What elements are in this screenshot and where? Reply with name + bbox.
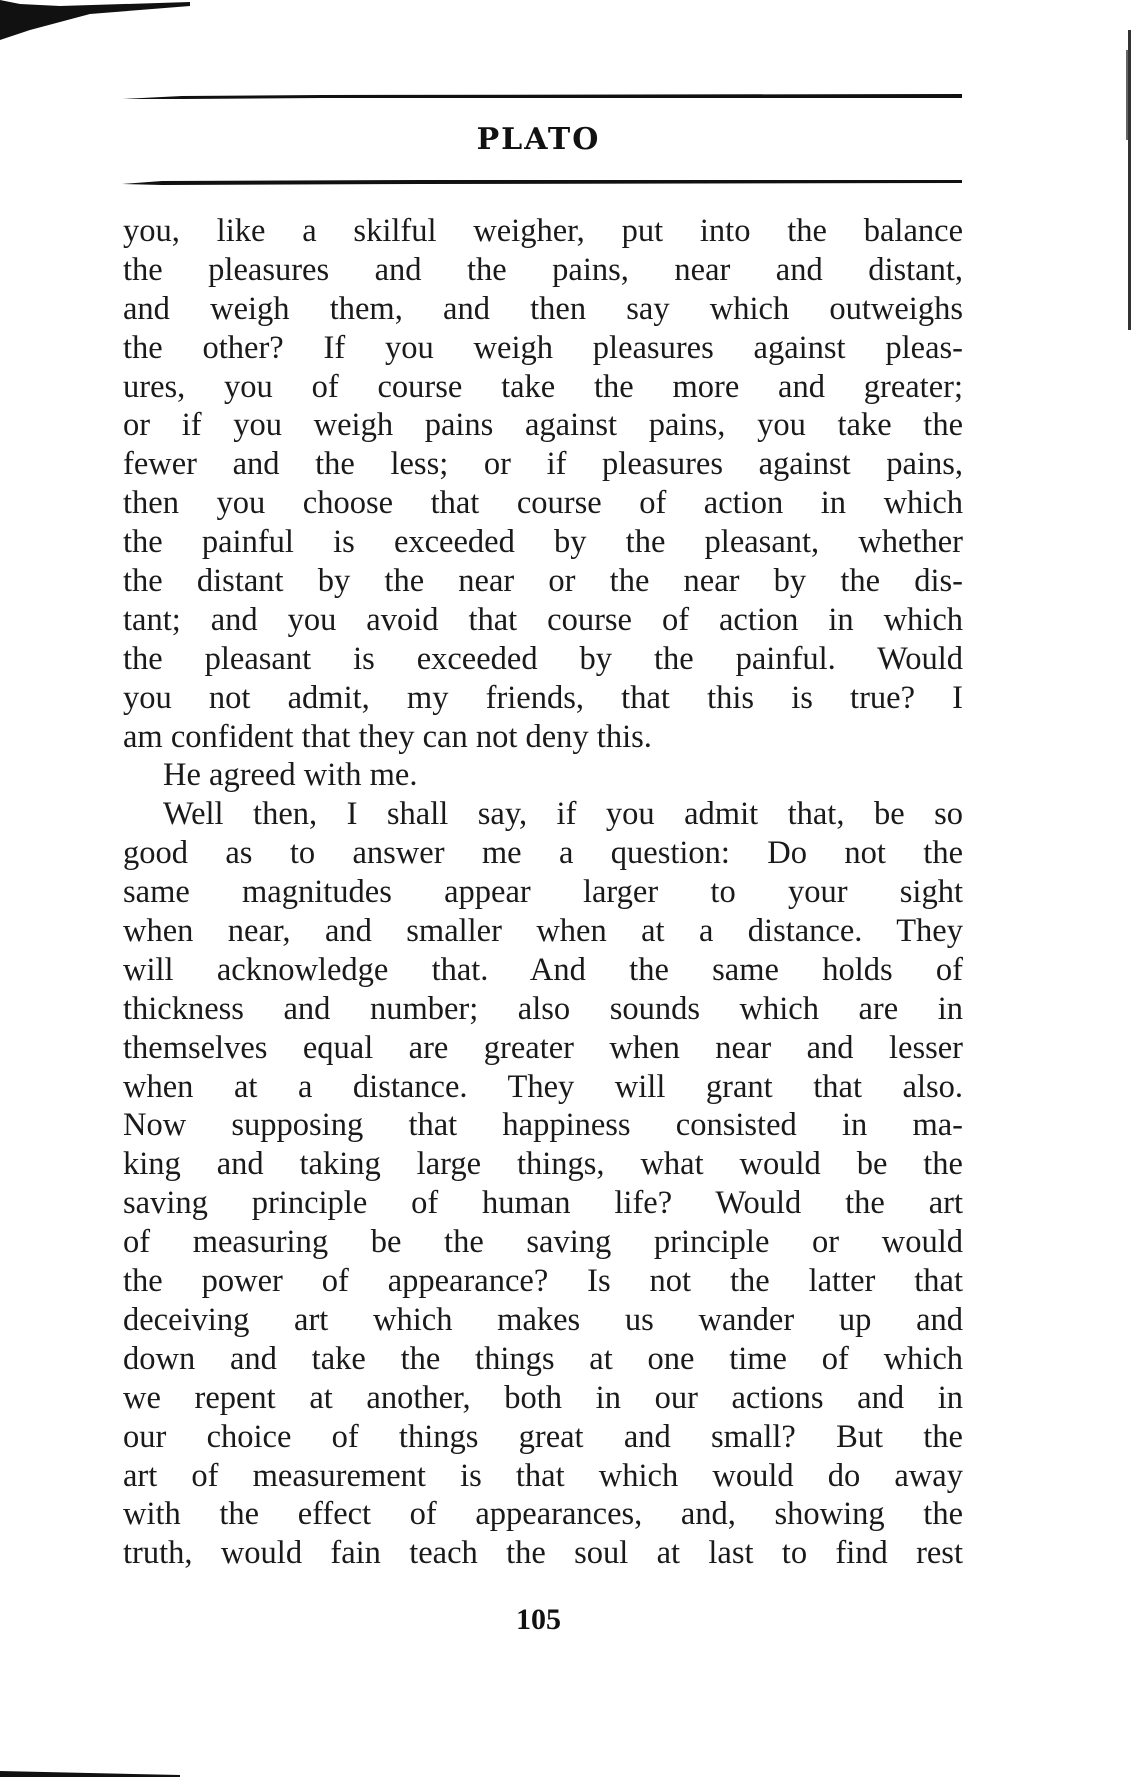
text-line: or if you weigh pains against pains, you take the <box>123 407 963 444</box>
bottom-left-printing-mark <box>0 1768 180 1780</box>
text-line: we repent at another, both in our actions and in <box>123 1379 963 1416</box>
text-line: same magnitudes appear larger to your sight <box>123 874 963 911</box>
text-line: king and taking large things, what would be the <box>123 1146 963 1183</box>
text-line: deceiving art which makes us wander up and <box>123 1301 963 1338</box>
text-line: fewer and the less; or if pleasures against pains, <box>123 446 963 483</box>
text-line: the other? If you weigh pleasures against pleas- <box>123 329 963 366</box>
text-line: and weigh them, and then say which outweighs <box>123 290 963 327</box>
top-left-printing-mark <box>0 0 190 44</box>
text-line: truth, would fain teach the soul at last to find rest <box>123 1535 963 1572</box>
text-line: the pleasant is exceeded by the painful. Would <box>123 640 963 677</box>
text-line: the pleasures and the pains, near and distant, <box>123 251 963 288</box>
running-head: PLATO <box>476 122 601 157</box>
text-line: you, like a skilful weigher, put into the balance <box>123 213 963 249</box>
text-line: down and take the things at one time of which <box>123 1340 963 1377</box>
text-line: Well then, I shall say, if you admit that, be so <box>163 796 963 833</box>
text-line: our choice of things great and small? But the <box>123 1418 963 1455</box>
text-line: art of measurement is that which would do away <box>123 1457 963 1494</box>
text-line: tant; and you avoid that course of action in which <box>123 601 963 638</box>
header-bottom-rule <box>122 178 962 186</box>
text-line: He agreed with me. <box>163 757 418 794</box>
text-line: when at a distance. They will grant that also. <box>123 1068 963 1105</box>
body-text <box>123 212 963 1573</box>
text-line: Now supposing that happiness consisted in ma- <box>123 1107 963 1144</box>
text-line: saving principle of human life? Would the art <box>123 1185 963 1222</box>
text-line: themselves equal are greater when near and lesser <box>123 1029 963 1066</box>
text-line: good as to answer me a question: Do not the <box>123 835 963 872</box>
text-line: then you choose that course of action in which <box>123 485 963 522</box>
header-top-rule <box>122 92 962 100</box>
text-line: ures, you of course take the more and greater; <box>123 368 963 405</box>
text-line: will acknowledge that. And the same holds of <box>123 951 963 988</box>
text-line: you not admit, my friends, that this is true? I <box>123 679 963 716</box>
page-number: 105 <box>516 1603 561 1636</box>
text-line: with the effect of appearances, and, showing the <box>123 1496 963 1533</box>
text-line: am confident that they can not deny this. <box>123 718 652 755</box>
text-line: the power of appearance? Is not the latter that <box>123 1263 963 1300</box>
text-line: the distant by the near or the near by the dis- <box>123 563 963 600</box>
text-line: the painful is exceeded by the pleasant, whether <box>123 524 963 561</box>
right-edge-scan-artifact <box>1126 30 1134 330</box>
text-line: thickness and number; also sounds which are in <box>123 990 963 1027</box>
text-line: when near, and smaller when at a distance. They <box>123 913 963 950</box>
text-line: of measuring be the saving principle or would <box>123 1224 963 1261</box>
